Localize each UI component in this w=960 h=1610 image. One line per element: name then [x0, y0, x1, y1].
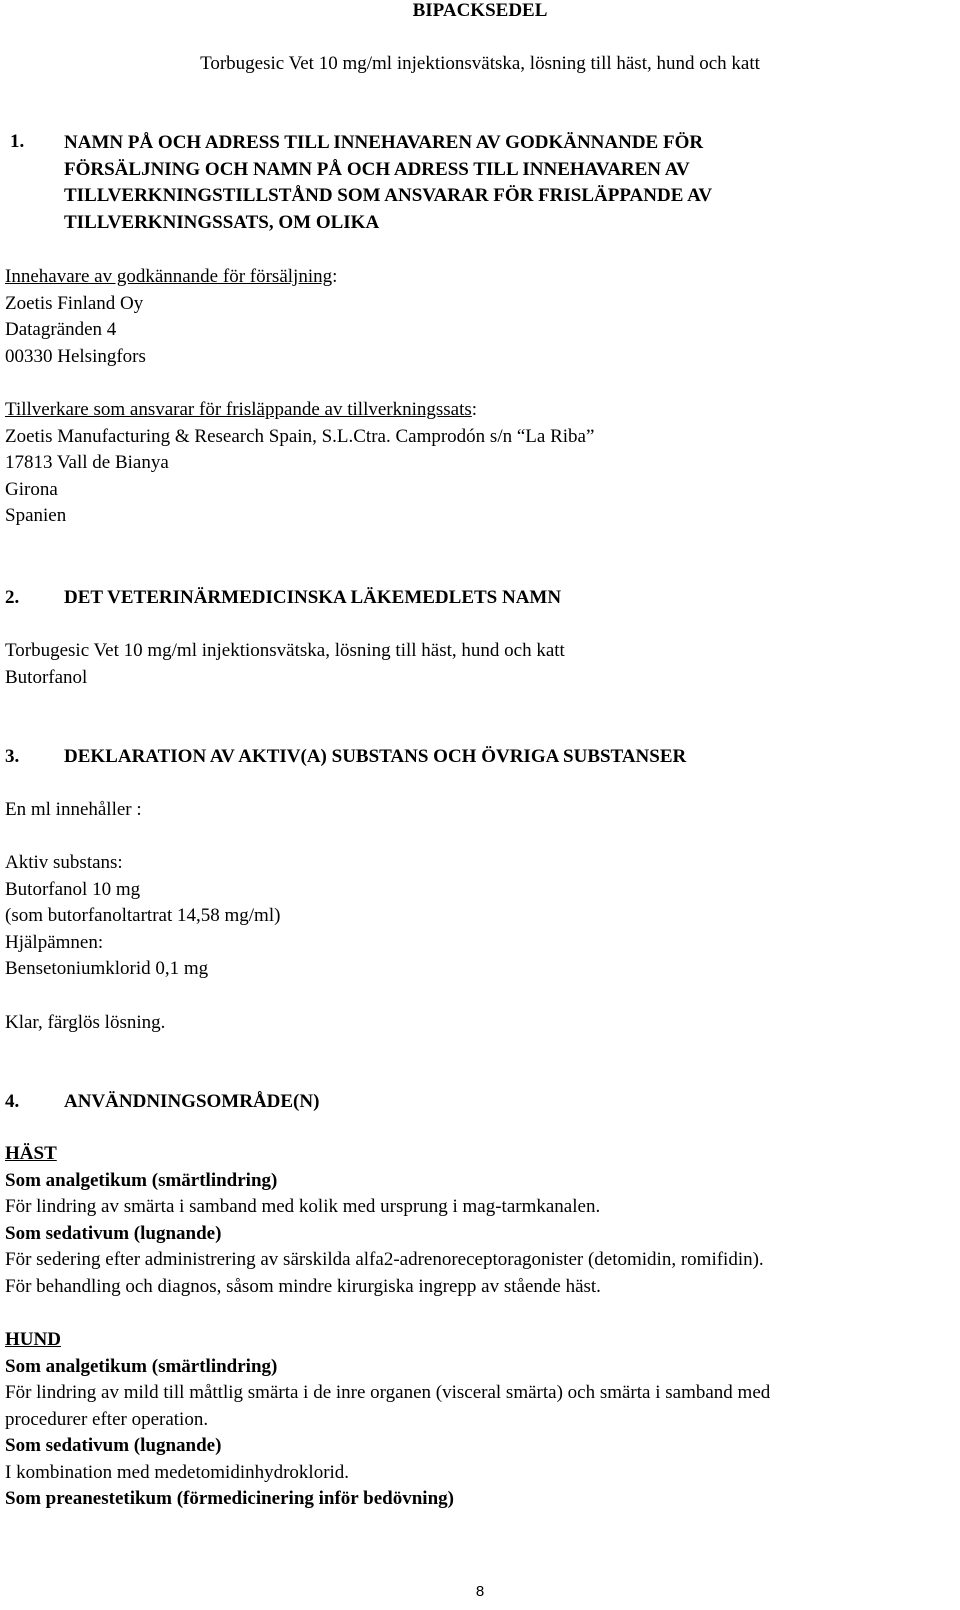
composition-intro: En ml innehåller : [5, 799, 142, 820]
section-1-number: 1. [10, 131, 25, 152]
section-1-heading-line: NAMN PÅ OCH ADRESS TILL INNEHAVAREN AV GODKÄNNANDE FÖR [64, 132, 704, 153]
dog-analgesic-line: För lindring av mild till måttlig smärta i de inre organen (visceral smärta) och smärta i samband med [5, 1382, 771, 1403]
section-4-number: 4. [5, 1091, 20, 1112]
section-1-heading-line: TILLVERKNINGSSATS, OM OLIKA [64, 211, 380, 233]
product-name-line: Torbugesic Vet 10 mg/ml injektionsvätska, lösning till häst, hund och katt [5, 640, 565, 661]
dog-title: HUND [5, 1329, 61, 1350]
section-3-number: 3. [5, 746, 20, 767]
horse-analgesic-text: För lindring av smärta i samband med kolik med ursprung i mag-tarmkanalen. [5, 1196, 601, 1217]
section-4-heading: ANVÄNDNINGSOMRÅDE(N) [64, 1091, 320, 1112]
composition-line: Butorfanol 10 mg [5, 878, 141, 900]
section-1-heading-line: TILLVERKNINGSTILLSTÅND SOM ANSVARAR FÖR FRISLÄPPANDE AV [64, 185, 713, 206]
holder-line: Zoetis Finland Oy [5, 292, 144, 314]
horse-block [5, 1141, 960, 1300]
holder-label: Innehavare av godkännande för försäljning [5, 266, 333, 287]
dog-analgesic-line: procedurer efter operation. [5, 1408, 209, 1430]
composition-line: Aktiv substans: [5, 852, 123, 873]
product-subtitle: Torbugesic Vet 10 mg/ml injektionsvätska, lösning till häst, hund och katt [200, 53, 760, 74]
manufacturer-line: 17813 Vall de Bianya [5, 452, 169, 473]
holder-line: Datagränden 4 [5, 319, 117, 340]
product-name-line: Butorfanol [5, 666, 88, 688]
dog-preanesthetic-heading: Som preanestetikum (förmedicinering inför bedövning) [5, 1488, 454, 1509]
dog-analgesic-heading: Som analgetikum (smärtlindring) [5, 1355, 278, 1377]
manufacturer-label: Tillverkare som ansvarar för frisläppande av tillverkningssats [5, 399, 472, 420]
section-3-heading: DEKLARATION AV AKTIV(A) SUBSTANS OCH ÖVRIGA SUBSTANSER [64, 746, 687, 767]
composition-block [5, 850, 960, 983]
composition-line: Hjälpämnen: [5, 931, 104, 953]
appearance-text: Klar, färglös lösning. [5, 1012, 166, 1033]
dog-block [5, 1327, 960, 1513]
horse-analgesic-heading: Som analgetikum (smärtlindring) [5, 1169, 278, 1191]
dog-sedative-text: I kombination med medetomidinhydroklorid. [5, 1461, 350, 1483]
holder-block: Innehavare av godkännande för försäljning: Zoetis Finland Oy Datagränden 4 00330 Helsingfors [5, 264, 960, 370]
horse-sedative-line: För sedering efter administrering av särskilda alfa2-adrenoreceptoragonister (detomidin, romifidin). [5, 1249, 764, 1270]
section-1-heading [64, 130, 960, 236]
manufacturer-line: Spanien [5, 505, 67, 526]
product-name-block [5, 638, 960, 691]
section-2-heading: DET VETERINÄRMEDICINSKA LÄKEMEDLETS NAMN [64, 587, 562, 608]
dog-sedative-heading: Som sedativum (lugnande) [5, 1435, 222, 1456]
horse-sedative-heading: Som sedativum (lugnande) [5, 1222, 222, 1244]
section-2-number: 2. [5, 587, 20, 608]
section-1-heading-line: FÖRSÄLJNING OCH NAMN PÅ OCH ADRESS TILL INNEHAVAREN AV [64, 158, 690, 180]
document-title: BIPACKSEDEL [412, 0, 548, 21]
composition-line: (som butorfanoltartrat 14,58 mg/ml) [5, 905, 281, 926]
composition-line: Bensetoniumklorid 0,1 mg [5, 958, 209, 979]
manufacturer-line: Zoetis Manufacturing & Research Spain, S.L.Ctra. Camprodón s/n “La Riba” [5, 425, 595, 447]
horse-sedative-line: För behandling och diagnos, såsom mindre kirurgiska ingrepp av stående häst. [5, 1275, 601, 1297]
manufacturer-line: Girona [5, 478, 58, 500]
horse-title: HÄST [5, 1143, 57, 1164]
manufacturer-block: Tillverkare som ansvarar för frisläppande av tillverkningssats: Zoetis Manufacturing & Research Spain, S.L.Ctra. Camprodón s/n “La Riba” 17813 Vall de Bianya Girona Spanien [5, 397, 960, 530]
page-number: 8 [475, 1583, 485, 1600]
holder-line: 00330 Helsingfors [5, 345, 146, 367]
